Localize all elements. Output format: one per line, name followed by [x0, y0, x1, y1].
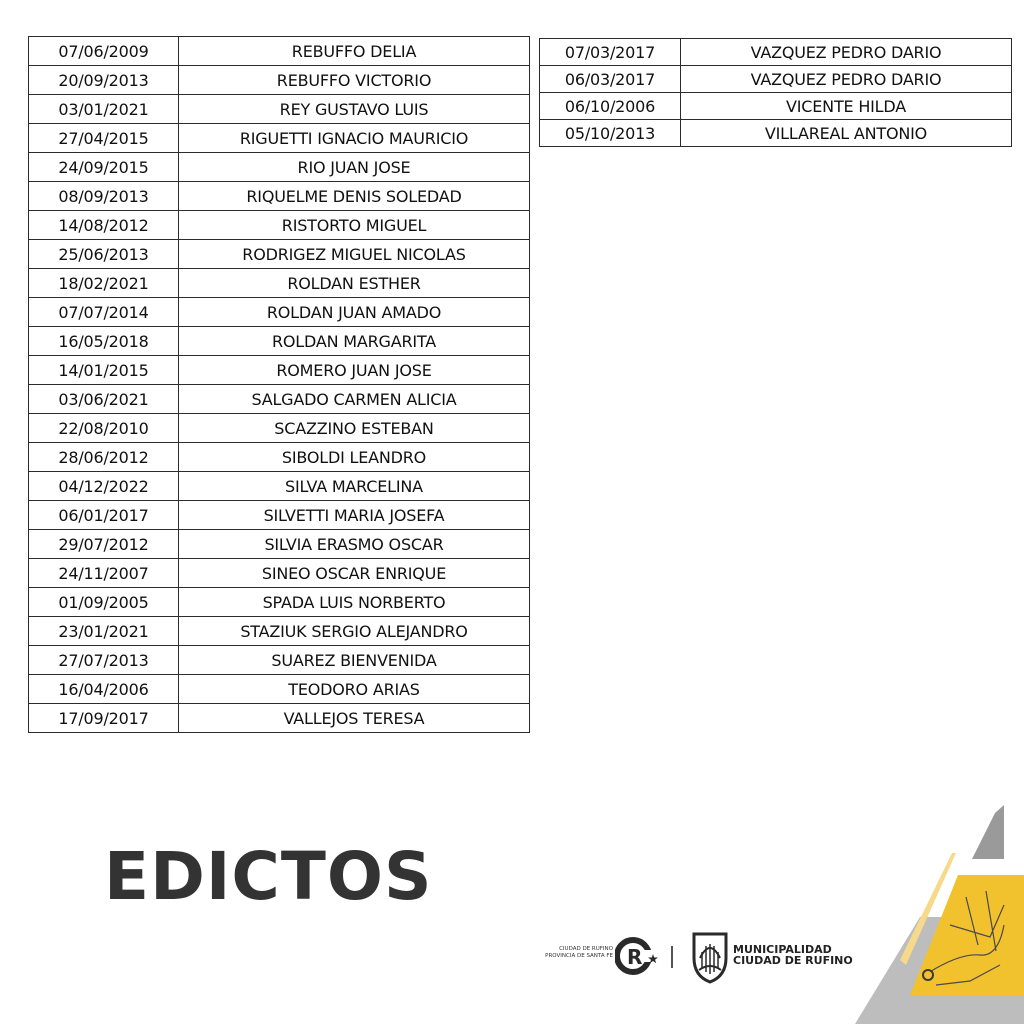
svg-text:R: R — [627, 945, 643, 969]
table-row — [540, 39, 1012, 66]
name-cell: ROLDAN ESTHER — [179, 269, 530, 298]
table-row — [29, 269, 530, 298]
ciudad-rufino-text — [543, 946, 613, 960]
name-cell: SCAZZINO ESTEBAN — [179, 414, 530, 443]
edictos-table-right — [539, 38, 1012, 147]
name-cell: SILVIA ERASMO OSCAR — [179, 530, 530, 559]
date-cell: 04/12/2022 — [29, 472, 179, 501]
date-cell: 28/06/2012 — [29, 443, 179, 472]
table-row — [29, 617, 530, 646]
date-cell: 24/09/2015 — [29, 153, 179, 182]
name-cell: RIO JUAN JOSE — [179, 153, 530, 182]
table-row — [540, 120, 1012, 147]
table-row — [540, 93, 1012, 120]
table-row — [29, 646, 530, 675]
name-cell: VAZQUEZ PEDRO DARIO — [681, 66, 1012, 93]
name-cell: SINEO OSCAR ENRIQUE — [179, 559, 530, 588]
table-row — [29, 530, 530, 559]
logo-divider — [671, 946, 673, 968]
table-row — [29, 298, 530, 327]
date-cell: 07/03/2017 — [540, 39, 681, 66]
name-cell: SUAREZ BIENVENIDA — [179, 646, 530, 675]
table-row — [29, 356, 530, 385]
page-title: EDICTOS — [104, 838, 433, 915]
name-cell: VALLEJOS TERESA — [179, 704, 530, 733]
date-cell: 27/04/2015 — [29, 124, 179, 153]
table-row — [29, 501, 530, 530]
name-cell: ROLDAN JUAN AMADO — [179, 298, 530, 327]
table-row — [29, 95, 530, 124]
date-cell: 07/07/2014 — [29, 298, 179, 327]
table-row — [29, 559, 530, 588]
table-row — [29, 124, 530, 153]
date-cell: 03/06/2021 — [29, 385, 179, 414]
table-row — [29, 153, 530, 182]
date-cell: 22/08/2010 — [29, 414, 179, 443]
date-cell: 17/09/2017 — [29, 704, 179, 733]
muni-line-1: MUNICIPALIDAD — [733, 943, 832, 956]
date-cell: 06/10/2006 — [540, 93, 681, 120]
date-cell: 01/09/2005 — [29, 588, 179, 617]
name-cell: SIBOLDI LEANDRO — [179, 443, 530, 472]
name-cell: RODRIGEZ MIGUEL NICOLAS — [179, 240, 530, 269]
name-cell: RISTORTO MIGUEL — [179, 211, 530, 240]
date-cell: 08/09/2013 — [29, 182, 179, 211]
table-row — [29, 182, 530, 211]
name-cell: SPADA LUIS NORBERTO — [179, 588, 530, 617]
decorative-corner-map-graphic — [840, 805, 1024, 1024]
date-cell: 27/07/2013 — [29, 646, 179, 675]
name-cell: VILLAREAL ANTONIO — [681, 120, 1012, 147]
table-row — [29, 327, 530, 356]
muni-line-2: CIUDAD DE RUFINO — [733, 954, 853, 967]
date-cell: 16/05/2018 — [29, 327, 179, 356]
table-row — [540, 66, 1012, 93]
date-cell: 14/01/2015 — [29, 356, 179, 385]
table-row — [29, 211, 530, 240]
date-cell: 05/10/2013 — [540, 120, 681, 147]
name-cell: REBUFFO VICTORIO — [179, 66, 530, 95]
name-cell: SALGADO CARMEN ALICIA — [179, 385, 530, 414]
name-cell: STAZIUK SERGIO ALEJANDRO — [179, 617, 530, 646]
table-row — [29, 385, 530, 414]
name-cell: ROLDAN MARGARITA — [179, 327, 530, 356]
ciudad-rufino-logo-icon — [615, 936, 659, 976]
name-cell: REY GUSTAVO LUIS — [179, 95, 530, 124]
date-cell: 06/03/2017 — [540, 66, 681, 93]
table-row — [29, 414, 530, 443]
date-cell: 06/01/2017 — [29, 501, 179, 530]
ciudad-line-1: CIUDAD DE RUFINO — [559, 946, 613, 952]
date-cell: 03/01/2021 — [29, 95, 179, 124]
name-cell: RIQUELME DENIS SOLEDAD — [179, 182, 530, 211]
table-row — [29, 240, 530, 269]
name-cell: REBUFFO DELIA — [179, 37, 530, 66]
name-cell: SILVA MARCELINA — [179, 472, 530, 501]
table-row — [29, 66, 530, 95]
date-cell: 29/07/2012 — [29, 530, 179, 559]
name-cell: RIGUETTI IGNACIO MAURICIO — [179, 124, 530, 153]
table-row — [29, 588, 530, 617]
date-cell: 24/11/2007 — [29, 559, 179, 588]
name-cell: ROMERO JUAN JOSE — [179, 356, 530, 385]
date-cell: 18/02/2021 — [29, 269, 179, 298]
name-cell: SILVETTI MARIA JOSEFA — [179, 501, 530, 530]
date-cell: 14/08/2012 — [29, 211, 179, 240]
name-cell: TEODORO ARIAS — [179, 675, 530, 704]
date-cell: 23/01/2021 — [29, 617, 179, 646]
date-cell: 20/09/2013 — [29, 66, 179, 95]
name-cell: VAZQUEZ PEDRO DARIO — [681, 39, 1012, 66]
table-row — [29, 675, 530, 704]
edictos-table-left — [28, 36, 530, 733]
table-body-right — [540, 39, 1012, 147]
date-cell: 07/06/2009 — [29, 37, 179, 66]
ciudad-line-2: PROVINCIA DE SANTA FE — [545, 953, 613, 959]
table-row — [29, 704, 530, 733]
municipalidad-text — [733, 944, 853, 966]
table-row — [29, 37, 530, 66]
table-row — [29, 472, 530, 501]
name-cell: VICENTE HILDA — [681, 93, 1012, 120]
date-cell: 16/04/2006 — [29, 675, 179, 704]
date-cell: 25/06/2013 — [29, 240, 179, 269]
municipalidad-shield-icon — [691, 928, 729, 984]
table-body-left — [29, 37, 530, 733]
table-row — [29, 443, 530, 472]
